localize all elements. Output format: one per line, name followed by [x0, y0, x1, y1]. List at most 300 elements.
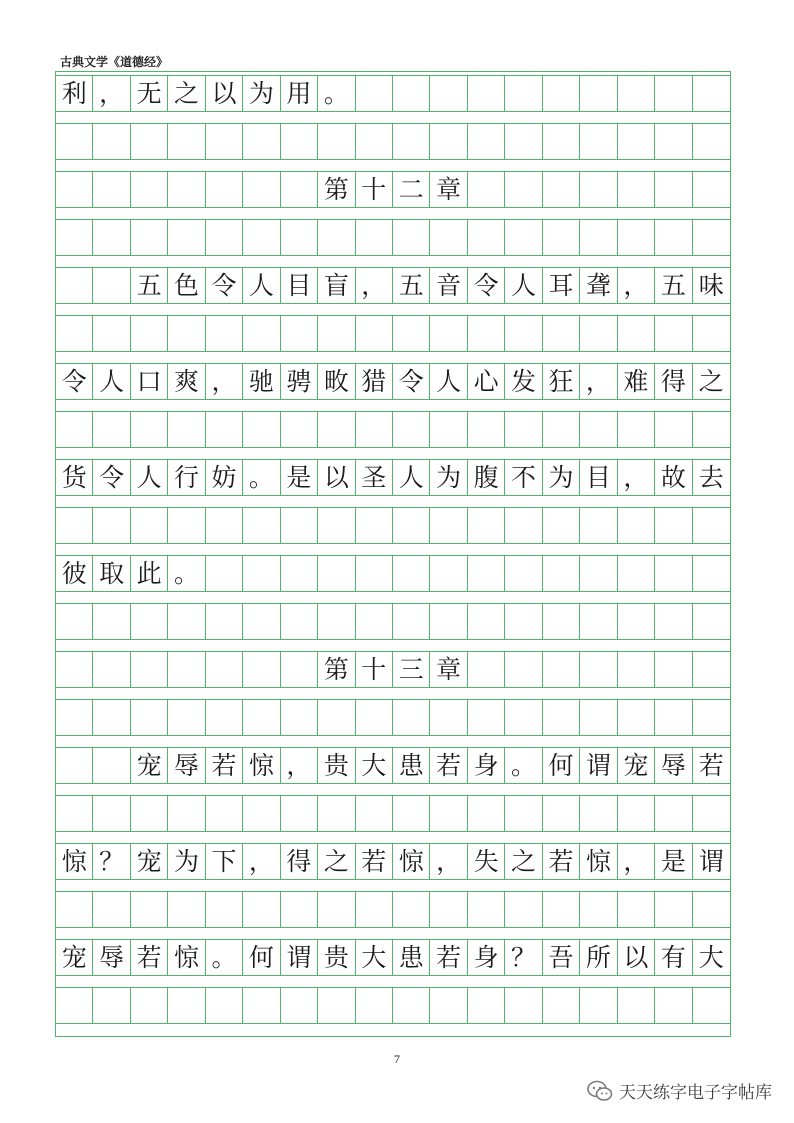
- grid-cell: [356, 412, 393, 447]
- grid-row: [56, 171, 730, 208]
- grid-cell: [318, 556, 355, 591]
- grid-cell: 口: [131, 364, 168, 399]
- grid-cell: 所: [580, 940, 617, 975]
- grid-cell: 为: [168, 844, 205, 879]
- grid-cell: 盲: [318, 268, 355, 303]
- grid-cell: [243, 700, 280, 735]
- grid-cell: [430, 508, 467, 543]
- grid-cell: [56, 172, 93, 207]
- grid-cell: [655, 556, 692, 591]
- grid-cell: 贵: [318, 940, 355, 975]
- grid-cell: 五: [393, 268, 430, 303]
- grid-cell: [468, 76, 505, 111]
- grid-cell: 患: [393, 940, 430, 975]
- grid-cell: [243, 508, 280, 543]
- grid-cell: 宠: [56, 940, 93, 975]
- grid-cell: [655, 508, 692, 543]
- grid-cell: [93, 892, 130, 927]
- grid-cell: [580, 556, 617, 591]
- grid-cell: [505, 172, 542, 207]
- grid-cell: [356, 76, 393, 111]
- grid-cell: 惊: [393, 844, 430, 879]
- grid-cell: [393, 412, 430, 447]
- grid-cell: 章: [430, 172, 467, 207]
- grid-cell: [281, 700, 318, 735]
- grid-cell: [618, 556, 655, 591]
- grid-cell: [505, 508, 542, 543]
- grid-cell: [618, 412, 655, 447]
- page-number: 7: [394, 1052, 400, 1066]
- grid-cell: 去: [698, 463, 724, 492]
- grid-cell: [56, 652, 93, 687]
- grid-cell: [393, 796, 430, 831]
- grid-cell: [618, 652, 655, 687]
- grid-cell: [618, 76, 655, 111]
- grid-cell: 彼: [56, 556, 93, 591]
- grid-cell: [206, 124, 243, 159]
- grid-cell: [393, 508, 430, 543]
- grid-cell: 无: [131, 76, 168, 111]
- grid-cell: [468, 892, 505, 927]
- grid-cell: [543, 556, 580, 591]
- grid-cell: 音: [430, 268, 467, 303]
- grid-row: [56, 795, 730, 832]
- grid-cell: 令: [468, 268, 505, 303]
- grid-cell: [168, 604, 205, 639]
- grid-cell: 目: [580, 460, 617, 495]
- grid-cell: [543, 412, 580, 447]
- grid-cell: [56, 508, 93, 543]
- grid-cell: [393, 604, 430, 639]
- grid-cell: 行: [168, 460, 205, 495]
- grid-cell: [56, 748, 93, 783]
- grid-row: [56, 555, 730, 592]
- grid-row: [56, 459, 730, 496]
- grid-cell: [580, 220, 617, 255]
- grid-cell: [168, 124, 205, 159]
- grid-cell: [93, 604, 130, 639]
- grid-cell: 患: [393, 748, 430, 783]
- grid-cell: [318, 700, 355, 735]
- grid-cell: [168, 412, 205, 447]
- grid-cell: [243, 988, 280, 1023]
- grid-cell: [206, 892, 243, 927]
- grid-cell: [430, 988, 467, 1023]
- grid-cell: [580, 796, 617, 831]
- grid-cell: [693, 556, 730, 591]
- grid-cell: [168, 172, 205, 207]
- grid-cell: 。: [243, 460, 280, 495]
- grid-cell: 若: [543, 844, 580, 879]
- grid-cell: [243, 556, 280, 591]
- grid-cell: 身: [468, 940, 505, 975]
- grid-cell: [131, 700, 168, 735]
- grid-cell: [430, 604, 467, 639]
- grid-cell: [206, 796, 243, 831]
- grid-cell: [168, 892, 205, 927]
- grid-cell: [580, 892, 617, 927]
- grid-cell: [281, 124, 318, 159]
- grid-cell: 之: [318, 844, 355, 879]
- grid-cell: 以: [318, 460, 355, 495]
- grid-cell: 。: [505, 748, 542, 783]
- grid-cell: [131, 316, 168, 351]
- grid-cell: [393, 316, 430, 351]
- grid-cell: [580, 76, 617, 111]
- grid-cell: [655, 652, 692, 687]
- grid-cell: [93, 700, 130, 735]
- grid-cell: [543, 316, 580, 351]
- grid-cell: 取: [93, 556, 130, 591]
- grid-cell: [505, 412, 542, 447]
- grid-cell: 辱: [655, 748, 692, 783]
- grid-cell: [655, 124, 692, 159]
- grid-cell: [56, 796, 93, 831]
- grid-cell: [430, 892, 467, 927]
- grid-cell: 辱: [93, 940, 130, 975]
- watermark-text: 天天练字电子字帖库: [619, 1083, 772, 1103]
- grid-cell: [430, 316, 467, 351]
- grid-cell: ？: [93, 844, 130, 879]
- grid-cell: 何: [243, 940, 280, 975]
- grid-cell: [618, 220, 655, 255]
- grid-cell: [356, 796, 393, 831]
- grid-cell: [281, 412, 318, 447]
- grid-cell: [693, 172, 730, 207]
- grid-cell: [693, 796, 730, 831]
- grid-cell: 之: [698, 367, 724, 396]
- grid-cell: 得: [655, 364, 692, 399]
- grid-row: [56, 411, 730, 448]
- grid-cell: 第: [318, 172, 355, 207]
- grid-cell: 令: [56, 364, 93, 399]
- grid-cell: 畋: [318, 364, 355, 399]
- grid-cell: [655, 172, 692, 207]
- grid-cell: 之: [505, 844, 542, 879]
- grid-cell: 腹: [468, 460, 505, 495]
- grid-cell: 爽: [168, 364, 205, 399]
- grid-cell: [505, 652, 542, 687]
- grid-cell: 若: [356, 844, 393, 879]
- grid-cell: [131, 220, 168, 255]
- grid-cell: [543, 76, 580, 111]
- grid-cell: [580, 124, 617, 159]
- grid-cell: [618, 124, 655, 159]
- grid-cell: 惊: [580, 844, 617, 879]
- grid-cell: 谓: [580, 748, 617, 783]
- grid-cell: 失: [468, 844, 505, 879]
- grid-cell: [505, 316, 542, 351]
- grid-cell: ，: [281, 748, 318, 783]
- grid-cell: [580, 604, 617, 639]
- grid-row: [56, 507, 730, 544]
- grid-cell: [56, 700, 93, 735]
- grid-cell: 吾: [543, 940, 580, 975]
- grid-cell: [655, 988, 692, 1023]
- grid-cell: 妨: [206, 460, 243, 495]
- grid-cell: 为: [243, 76, 280, 111]
- grid-cell: [693, 124, 730, 159]
- grid-cell: [393, 892, 430, 927]
- grid-cell: [281, 796, 318, 831]
- grid-cell: [393, 988, 430, 1023]
- grid-cell: [56, 316, 93, 351]
- grid-cell: [56, 604, 93, 639]
- grid-cell: [505, 124, 542, 159]
- grid-cell: 是: [655, 844, 692, 879]
- grid-cell: ？: [505, 940, 542, 975]
- grid-cell: [655, 796, 692, 831]
- grid-cell: [206, 172, 243, 207]
- grid-cell: [206, 412, 243, 447]
- grid-cell: [243, 604, 280, 639]
- grid-row: [56, 315, 730, 352]
- grid-cell: 人: [243, 268, 280, 303]
- grid-cell: [56, 892, 93, 927]
- grid-cell: [168, 316, 205, 351]
- grid-cell: [430, 556, 467, 591]
- grid-cell: 发: [505, 364, 542, 399]
- grid-cell: [131, 652, 168, 687]
- grid-cell: [131, 892, 168, 927]
- grid-cell: 五: [655, 268, 692, 303]
- grid-cell: [543, 988, 580, 1023]
- grid-cell: [168, 508, 205, 543]
- grid-cell: [693, 316, 730, 351]
- grid-cell: [618, 892, 655, 927]
- grid-cell: [693, 652, 730, 687]
- grid-cell: [243, 652, 280, 687]
- grid-cell: [356, 700, 393, 735]
- grid-cell: [281, 220, 318, 255]
- grid-cell: ，: [430, 844, 467, 879]
- grid-cell: [618, 796, 655, 831]
- grid-cell: [505, 988, 542, 1023]
- grid-cell: 耳: [543, 268, 580, 303]
- grid-cell: [543, 220, 580, 255]
- grid-cell: 令: [93, 460, 130, 495]
- grid-cell: 贵: [318, 748, 355, 783]
- grid-cell: [693, 76, 730, 111]
- grid-cell: [356, 892, 393, 927]
- grid-cell: [543, 796, 580, 831]
- grid-cell: ，: [580, 364, 617, 399]
- grid-cell: 人: [93, 364, 130, 399]
- grid-cell: 谓: [698, 847, 724, 876]
- grid-cell: 大: [356, 748, 393, 783]
- grid-cell: [131, 796, 168, 831]
- grid-cell: [468, 316, 505, 351]
- grid-cell: [168, 796, 205, 831]
- grid-row: [56, 747, 730, 784]
- grid-cell: ，: [618, 268, 655, 303]
- grid-cell: 谓: [281, 940, 318, 975]
- grid-cell: [281, 556, 318, 591]
- grid-cell: ，: [93, 76, 130, 111]
- grid-cell: [56, 268, 93, 303]
- grid-cell: [318, 124, 355, 159]
- grid-cell: [243, 796, 280, 831]
- grid-cell: [505, 604, 542, 639]
- grid-cell: 若: [206, 748, 243, 783]
- grid-cell: [693, 220, 730, 255]
- grid-cell: [468, 796, 505, 831]
- grid-row: [56, 603, 730, 640]
- grid-cell: [468, 412, 505, 447]
- grid-cell: 三: [393, 652, 430, 687]
- grid-cell: [618, 988, 655, 1023]
- grid-cell: [243, 124, 280, 159]
- grid-cell: 惊: [243, 748, 280, 783]
- grid-cell: [93, 748, 130, 783]
- grid-cell: [693, 508, 730, 543]
- grid-cell: 第: [318, 652, 355, 687]
- grid-cell: 人: [393, 460, 430, 495]
- grid-cell: [468, 508, 505, 543]
- grid-cell: [56, 988, 93, 1023]
- grid-cell: [543, 604, 580, 639]
- grid-cell: [543, 172, 580, 207]
- grid-cell: 若: [430, 748, 467, 783]
- grid-cell: [693, 412, 730, 447]
- grid-cell: 。: [206, 940, 243, 975]
- grid-cell: [318, 988, 355, 1023]
- grid-cell: [505, 556, 542, 591]
- grid-cell: [281, 172, 318, 207]
- grid-cell: [318, 220, 355, 255]
- grid-cell: [618, 316, 655, 351]
- grid-cell: [505, 892, 542, 927]
- grid-cell: [580, 700, 617, 735]
- grid-cell: 以: [618, 940, 655, 975]
- grid-cell: [468, 124, 505, 159]
- grid-cell: [356, 604, 393, 639]
- grid-cell: 下: [206, 844, 243, 879]
- grid-cell: [318, 508, 355, 543]
- grid-cell: 有: [655, 940, 692, 975]
- grid-cell: [318, 796, 355, 831]
- grid-cell: [93, 316, 130, 351]
- grid-cell: [356, 988, 393, 1023]
- grid-cell: 聋: [580, 268, 617, 303]
- grid-row: [56, 75, 730, 112]
- grid-cell: [93, 796, 130, 831]
- grid-cell: [356, 508, 393, 543]
- grid-cell: 目: [281, 268, 318, 303]
- grid-cell: [281, 508, 318, 543]
- grid-cell: [580, 172, 617, 207]
- grid-cell: [168, 988, 205, 1023]
- grid-cell: 大: [698, 943, 724, 972]
- wechat-icon: [587, 1080, 613, 1102]
- grid-cell: 为: [543, 460, 580, 495]
- grid-cell: [131, 412, 168, 447]
- grid-cell: 令: [393, 364, 430, 399]
- grid-cell: [131, 124, 168, 159]
- grid-cell: [580, 316, 617, 351]
- grid-cell: [206, 508, 243, 543]
- grid-cell: 身: [468, 748, 505, 783]
- grid-cell: [693, 604, 730, 639]
- grid-cell: ，: [618, 460, 655, 495]
- grid-cell: 宠: [131, 748, 168, 783]
- grid-cell: [131, 172, 168, 207]
- grid-cell: [693, 988, 730, 1023]
- grid-cell: 章: [430, 652, 467, 687]
- grid-row: [56, 123, 730, 160]
- grid-cell: [618, 604, 655, 639]
- grid-cell: [281, 316, 318, 351]
- grid-cell: 狂: [543, 364, 580, 399]
- grid-cell: [281, 892, 318, 927]
- grid-cell: [281, 652, 318, 687]
- grid-cell: [243, 172, 280, 207]
- grid-cell: [393, 556, 430, 591]
- grid-cell: [318, 316, 355, 351]
- grid-row: [56, 267, 730, 304]
- grid-cell: [206, 604, 243, 639]
- grid-row: [56, 699, 730, 736]
- grid-cell: [468, 652, 505, 687]
- grid-cell: 是: [281, 460, 318, 495]
- grid-cell: [281, 988, 318, 1023]
- grid-cell: [655, 700, 692, 735]
- grid-cell: [430, 412, 467, 447]
- grid-cell: [393, 124, 430, 159]
- grid-cell: [318, 604, 355, 639]
- grid-cell: 。: [318, 76, 355, 111]
- grid-cell: [131, 988, 168, 1023]
- grid-cell: 利: [56, 76, 93, 111]
- grid-cell: 为: [430, 460, 467, 495]
- grid-cell: [318, 412, 355, 447]
- grid-cell: ，: [206, 364, 243, 399]
- grid-cell: [543, 892, 580, 927]
- grid-cell: 。: [168, 556, 205, 591]
- grid-cell: [93, 124, 130, 159]
- grid-cell: [243, 892, 280, 927]
- grid-cell: [206, 316, 243, 351]
- grid-row: [56, 843, 730, 880]
- grid-row: [56, 363, 730, 400]
- grid-cell: 人: [430, 364, 467, 399]
- grid-cell: 之: [168, 76, 205, 111]
- grid-cell: 色: [168, 268, 205, 303]
- grid-cell: [393, 76, 430, 111]
- grid-cell: [618, 508, 655, 543]
- grid-cell: 令: [206, 268, 243, 303]
- grid-cell: [281, 604, 318, 639]
- grid-cell: ，: [618, 844, 655, 879]
- grid-cell: [580, 652, 617, 687]
- grid-cell: [168, 700, 205, 735]
- grid-cell: [243, 412, 280, 447]
- grid-cell: 圣: [356, 460, 393, 495]
- grid-cell: [580, 988, 617, 1023]
- grid-cell: [543, 508, 580, 543]
- grid-cell: [618, 700, 655, 735]
- grid-row: [56, 891, 730, 928]
- grid-cell: 用: [281, 76, 318, 111]
- grid-cell: [206, 220, 243, 255]
- grid-cell: [393, 700, 430, 735]
- grid-cell: [468, 172, 505, 207]
- grid-cell: 十: [356, 172, 393, 207]
- grid-cell: [206, 556, 243, 591]
- grid-cell: [468, 556, 505, 591]
- grid-cell: 心: [468, 364, 505, 399]
- grid-cell: [430, 700, 467, 735]
